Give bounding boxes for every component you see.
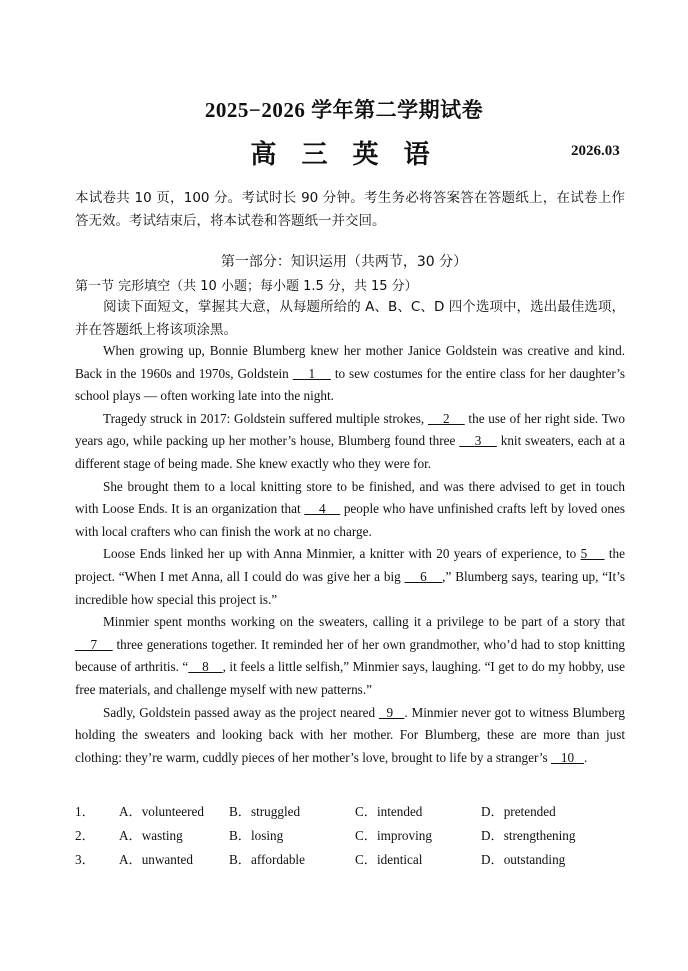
blank-10: 10 (550, 749, 584, 765)
subject-title: 高 三 英 语 (250, 140, 438, 170)
passage-text: Tragedy struck in 2017: Goldstein suffered multiple strokes, (103, 410, 428, 426)
option-a: A．volunteered (119, 803, 204, 819)
option-c: C．improving (355, 827, 432, 843)
blank-2: 2 (427, 410, 465, 426)
blank-8: 8 (188, 659, 223, 675)
question-row (75, 798, 635, 822)
part1-heading: 第一部分：知识运用（共两节，30 分） (220, 254, 468, 270)
question-row (75, 846, 635, 870)
question-number: 1． (75, 803, 95, 819)
question-row (75, 822, 635, 846)
option-a: A．wasting (119, 827, 183, 843)
passage-text: . Minmier never got to witness Blumberg holding the sweaters and looking back with her mother. For Blumberg, these are more than just clothing: they’re warm, cuddly pieces of her mother’s love, brought to life by a stranger’s (75, 704, 626, 765)
passage-text: to sew costumes for the entire class for her daughter’s school plays — often working late into the night. (75, 365, 625, 404)
passage-text: knit sweaters, each at a different stage of being made. She knew exactly who they were for. (75, 433, 625, 471)
blank-9: 9 (378, 704, 405, 720)
exam-date: 2026.03 (571, 143, 620, 159)
exam-instructions: 本试卷共 10 页，100 分。考试时长 90 分钟。考生务必将答案答在答题纸上，在试卷上作答无效。考试结束后，将本试卷和答题纸一并交回。 (75, 190, 625, 229)
exam-title: 2025−2026 学年第二学期试卷 (204, 98, 484, 122)
passage-paragraph (75, 476, 625, 544)
passage-text: three generations together. It reminded her of her own grandmother, who’d had to stop knitting because of arthritis. “ (75, 636, 626, 675)
option-b: B．struggled (229, 803, 301, 819)
passage-paragraph (75, 611, 625, 701)
option-c: C．identical (355, 851, 423, 867)
passage-paragraph (75, 340, 625, 408)
passage-text: the project. “When I met Anna, all I could do was give her a big (75, 546, 625, 584)
passage-text: When growing up, Bonnie Blumberg knew her mother Janice Goldstein was creative and kind. Back in the 1960s and 1970s, Goldstein (75, 343, 625, 381)
cloze-passage (75, 340, 625, 769)
passage-paragraph (75, 543, 625, 611)
passage-text: Sadly, Goldstein passed away as the project neared (103, 704, 379, 720)
option-b: B．losing (229, 827, 284, 843)
question-number: 3． (75, 851, 95, 867)
passage-paragraph (75, 702, 625, 770)
answer-options (75, 798, 635, 870)
passage-text: . (583, 749, 588, 765)
blank-1: 1 (292, 365, 331, 381)
instruction-text: 阅读下面短文，掌握其大意，从每题所给的 A、B、C、D 四个选项中，选出最佳选项，并在答题纸上将该项涂黑。 (75, 299, 625, 338)
section1-heading: 第一节 完形填空（共 10 小题；每小题 1.5 分，共 15 分） (75, 279, 418, 294)
option-d: D．pretended (481, 803, 556, 819)
passage-text: Loose Ends linked her up with Anna Minmier, a knitter with 20 years of experience, to (103, 546, 581, 562)
option-d: D．strengthening (481, 827, 576, 843)
passage-paragraph (75, 408, 625, 476)
blank-4: 4 (304, 501, 341, 517)
question-number: 2． (75, 827, 95, 843)
blank-6: 6 (404, 568, 443, 584)
passage-text: ,” Blumberg says, tearing up, “It’s incredible how special this project is.” (75, 568, 626, 607)
blank-3: 3 (459, 433, 497, 449)
option-a: A．unwanted (119, 851, 193, 867)
blank-7: 7 (75, 636, 113, 652)
option-d: D．outstanding (481, 851, 566, 867)
passage-text: Minmier spent months working on the sweaters, calling it a privilege to be part of a story that (103, 614, 625, 630)
blank-5: 5 (580, 546, 605, 562)
option-c: C．intended (355, 803, 423, 819)
section1-instruction (75, 296, 625, 342)
passage-text: , it feels a little selfish,” Minmier says, laughing. “I get to do my hobby, use free materials, and challenge myself with new patterns.” (75, 659, 626, 697)
passage-text: She brought them to a local knitting store to be finished, and was there advised to get in touch with Loose Ends. It is an organization that (75, 478, 625, 517)
passage-text: the use of her right side. Two years ago, while packing up her mother’s house, Blumberg found three (75, 410, 625, 449)
passage-text: people who have unfinished crafts left by loved ones with local crafters who can finish the work at no charge. (75, 501, 626, 539)
option-b: B．affordable (229, 851, 305, 867)
